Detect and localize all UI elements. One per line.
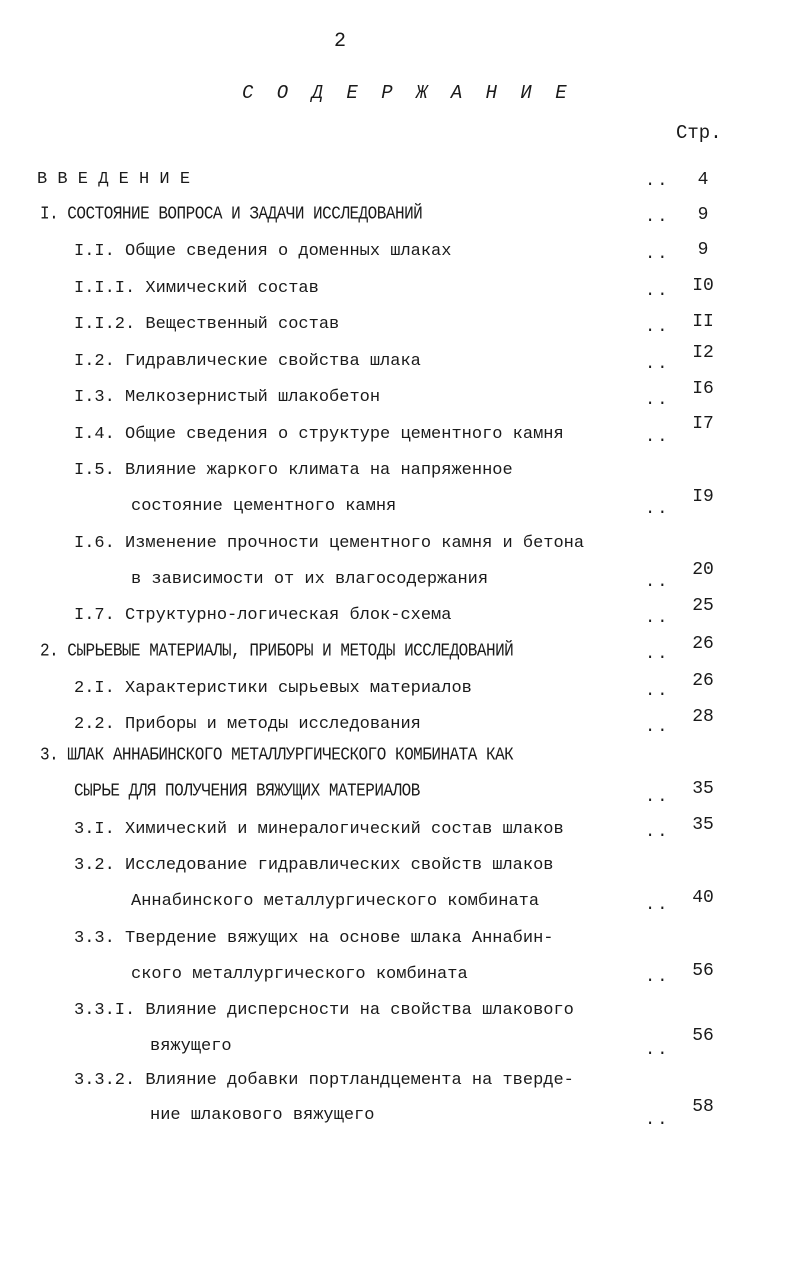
toc-entry-title: 2.2. Приборы и методы исследования	[74, 715, 421, 734]
page-number: 2	[334, 30, 347, 53]
leader-dots: ..	[645, 896, 670, 915]
leader-dots: ..	[645, 718, 670, 737]
page-ref: I2	[692, 343, 714, 363]
page-ref: 9	[697, 240, 709, 260]
leader-dots: ..	[645, 823, 670, 842]
leader-dots: ..	[645, 968, 670, 987]
toc-entry-title: I.I.2. Вещественный состав	[74, 315, 340, 334]
page-ref: 4	[697, 170, 709, 190]
page-ref: I9	[692, 487, 714, 507]
page-ref: I7	[692, 414, 714, 434]
page-ref: 26	[692, 634, 714, 654]
leader-dots: ..	[645, 573, 670, 592]
page-ref: 26	[692, 671, 714, 691]
leader-dots: ..	[645, 428, 670, 447]
toc-entry-title: I.4. Общие сведения о структуре цементного камня	[74, 425, 564, 444]
toc-entry-title: I.7. Структурно-логическая блок-схема	[74, 606, 452, 625]
toc-entry-title: I.3. Мелкозернистый шлакобетон	[74, 388, 381, 407]
toc-entry-title: I.I. Общие сведения о доменных шлаках	[74, 242, 452, 261]
toc-entry-title-continued: состояние цементного камня	[131, 497, 397, 516]
leader-dots: ..	[645, 208, 670, 227]
toc-entry-title-continued: в зависимости от их влагосодержания	[131, 570, 489, 589]
page-ref: I0	[692, 276, 714, 296]
leader-dots: ..	[645, 391, 670, 410]
toc-entry-title: 3. ШЛАК АННАБИНСКОГО МЕТАЛЛУРГИЧЕСКОГО КОМБИНАТА КАК	[40, 744, 514, 766]
page-ref: 25	[692, 596, 714, 616]
toc-entry-title: I.6. Изменение прочности цементного камня и бетона	[74, 534, 585, 553]
leader-dots: ..	[645, 500, 670, 519]
page-ref: II	[692, 312, 714, 332]
page-ref: 20	[692, 560, 714, 580]
leader-dots: ..	[645, 1111, 670, 1130]
leader-dots: ..	[645, 355, 670, 374]
toc-entry-title: 3.3.I. Влияние дисперсности на свойства шлакового	[74, 1001, 574, 1020]
toc-entry-title: 2.I. Характеристики сырьевых материалов	[74, 679, 472, 698]
toc-entry-title-continued: Аннабинского металлургического комбината	[131, 892, 540, 911]
toc-entry-title: 3.3.2. Влияние добавки портландцемента на тверде-	[74, 1071, 574, 1090]
toc-entry-title-continued: СЫРЬЕ ДЛЯ ПОЛУЧЕНИЯ ВЯЖУЩИХ МАТЕРИАЛОВ	[74, 780, 420, 802]
leader-dots: ..	[645, 172, 670, 191]
toc-entry-title: 3.2. Исследование гидравлических свойств шлаков	[74, 856, 554, 875]
toc-title: С О Д Е Р Ж А Н И Е	[242, 82, 573, 104]
leader-dots: ..	[645, 609, 670, 628]
toc-entry-title: I. СОСТОЯНИЕ ВОПРОСА И ЗАДАЧИ ИССЛЕДОВАНИЙ	[40, 203, 423, 225]
toc-entry-title: 3.I. Химический и минералогический состав шлаков	[74, 820, 564, 839]
leader-dots: ..	[645, 788, 670, 807]
page-ref: 56	[692, 1026, 714, 1046]
page-ref: 35	[692, 779, 714, 799]
page-ref: 40	[692, 888, 714, 908]
toc-entry-title: В В Е Д Е Н И Е	[37, 170, 191, 189]
toc-entry-title-continued: ского металлургического комбината	[131, 965, 468, 984]
toc-entry-title-continued: вяжущего	[150, 1037, 232, 1056]
toc-entry-title-continued: ние шлакового вяжущего	[150, 1106, 375, 1125]
leader-dots: ..	[645, 682, 670, 701]
leader-dots: ..	[645, 1041, 670, 1060]
page-ref: 9	[697, 205, 709, 225]
toc-entry-title: 3.3. Твердение вяжущих на основе шлака Аннабин-	[74, 929, 554, 948]
page-ref: 28	[692, 707, 714, 727]
leader-dots: ..	[645, 645, 670, 664]
toc-entry-title: I.2. Гидравлические свойства шлака	[74, 352, 421, 371]
leader-dots: ..	[645, 245, 670, 264]
page-ref: 56	[692, 961, 714, 981]
page-ref: 58	[692, 1097, 714, 1117]
page-ref: 35	[692, 815, 714, 835]
toc-entry-title: I.I.I. Химический состав	[74, 279, 319, 298]
leader-dots: ..	[645, 282, 670, 301]
page-column-label: Стр.	[676, 122, 722, 144]
toc-entry-title: I.5. Влияние жаркого климата на напряженное	[74, 461, 513, 480]
toc-entry-title: 2. СЫРЬЕВЫЕ МАТЕРИАЛЫ, ПРИБОРЫ И МЕТОДЫ ИССЛЕДОВАНИЙ	[40, 640, 514, 662]
page-ref: I6	[692, 379, 714, 399]
leader-dots: ..	[645, 318, 670, 337]
